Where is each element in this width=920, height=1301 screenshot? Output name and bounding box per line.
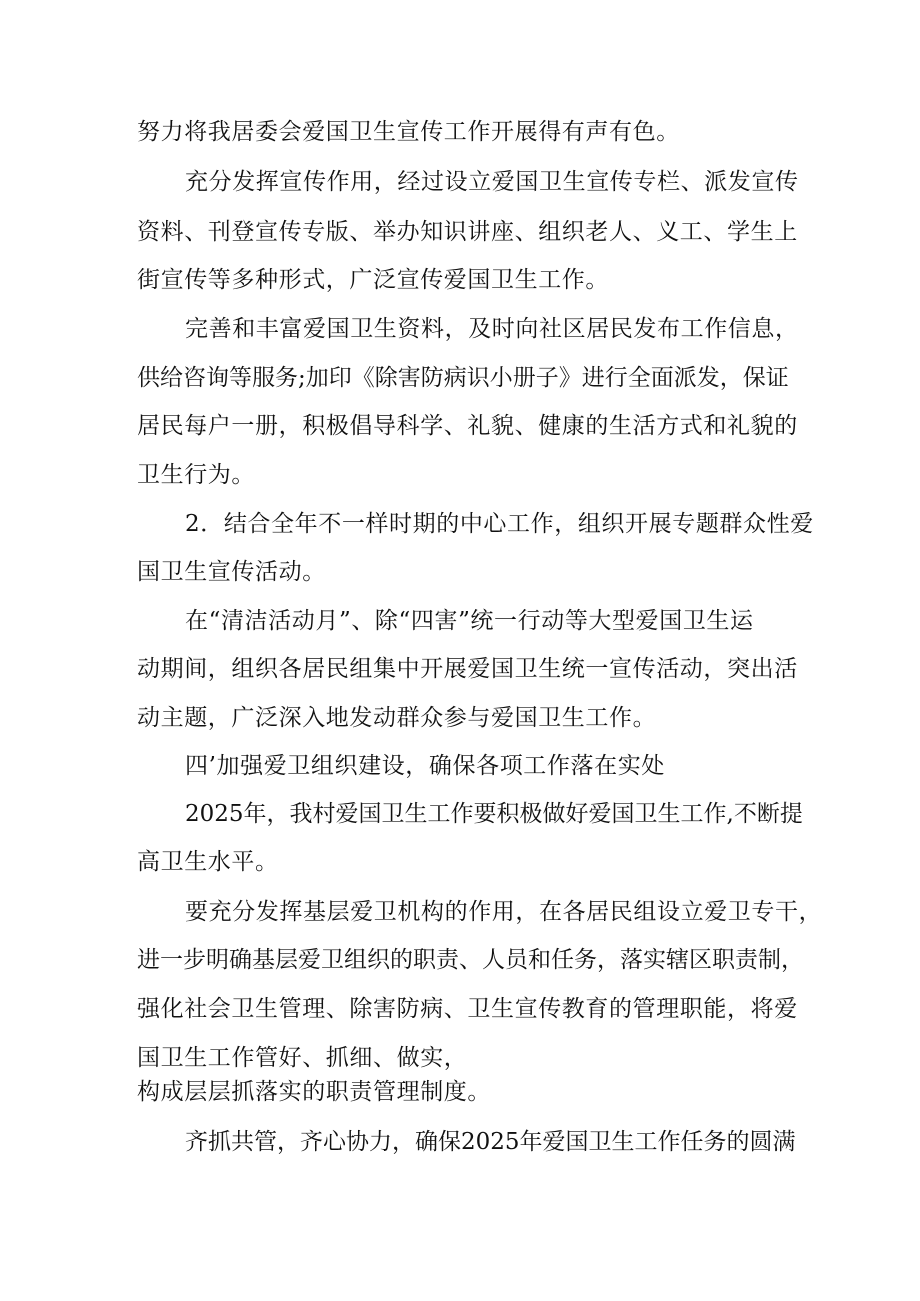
text-line: 强化社会卫生管理、除害防病、卫生宣传教育的管理职能，将爱 xyxy=(137,996,798,1022)
text-line: 要充分发挥基层爱卫机构的作用，在各居民组设立爱卫专干， xyxy=(185,899,823,925)
text-line: 努力将我居委会爱国卫生宣传工作开展得有声有色。 xyxy=(137,119,680,145)
text-line: 构成层层抓落实的职责管理制度。 xyxy=(137,1079,491,1105)
text-line: 国卫生宣传活动。 xyxy=(137,559,326,585)
text-line: 动期间，组织各居民组集中开展爱国卫生统一宣传活动，突出活 xyxy=(137,656,798,682)
text-line: 居民每户一册，积极倡导科学、礼貌、健康的生活方式和礼貌的 xyxy=(137,413,798,439)
text-line: 卫生行为。 xyxy=(137,462,255,488)
text-line: 街宣传等多种形式，广泛宣传爱国卫生工作。 xyxy=(137,267,609,293)
text-line: 在“清洁活动月”、除“四害”统一行动等大型爱国卫生运 xyxy=(185,608,754,634)
text-line: 供给咨询等服务;加印《除害防病识小册子》进行全面派发，保证 xyxy=(137,365,789,391)
text-line: 进一步明确基层爱卫组织的职责、人员和任务，落实辖区职责制， xyxy=(137,947,804,973)
text-line: 动主题，广泛深入地发动群众参与爱国卫生工作。 xyxy=(137,705,657,731)
text-line: 四’加强爱卫组织建设，确保各项工作落在实处 xyxy=(185,753,665,779)
text-line: 国卫生工作管好、抓细、做实， xyxy=(137,1045,468,1071)
text-line: 高卫生水平。 xyxy=(137,849,279,875)
text-line: 2．结合全年不一样时期的中心工作，组织开展专题群众性爱 xyxy=(185,511,814,537)
text-line: 齐抓共管，齐心协力，确保2025年爱国卫生工作任务的圆满 xyxy=(185,1129,796,1155)
text-line: 完善和丰富爱国卫生资料，及时向社区居民发布工作信息， xyxy=(185,316,799,342)
text-line: 充分发挥宣传作用，经过设立爱国卫生宣传专栏、派发宣传 xyxy=(185,169,799,195)
text-line: 2025年，我村爱国卫生工作要积极做好爱国卫生工作,不断提 xyxy=(185,801,803,827)
text-line: 资料、刊登宣传专版、举办知识讲座、组织老人、义工、学生上 xyxy=(137,219,798,245)
